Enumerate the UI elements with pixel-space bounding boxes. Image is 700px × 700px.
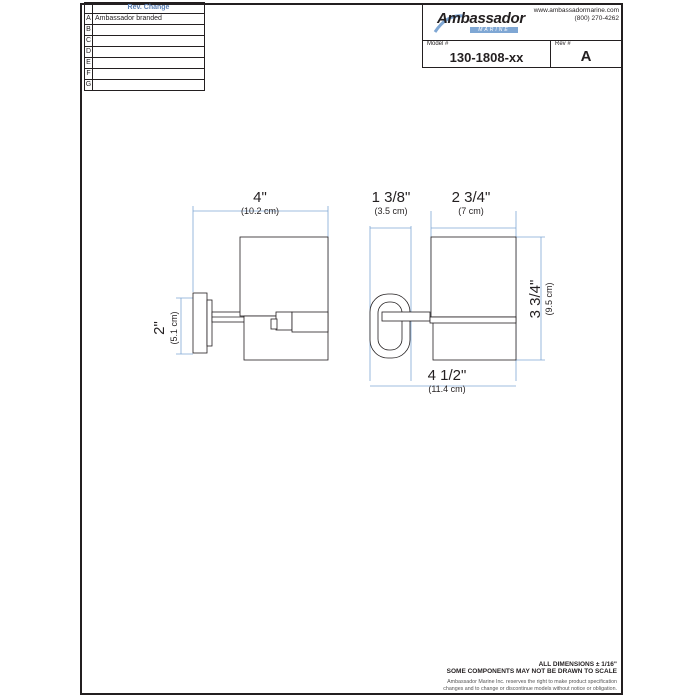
dim-mount-height-metric: (5.1 cm) — [169, 311, 179, 345]
dim-projection-metric: (11.4 cm) — [428, 384, 466, 394]
revision-letter: G — [85, 80, 93, 91]
dim-mount-height — [151, 298, 179, 358]
revision-table-header: Rev. Change — [93, 3, 205, 14]
cup-upper — [240, 237, 328, 316]
dim-depth — [356, 189, 426, 216]
side-holder-ring — [430, 317, 516, 323]
dim-mount-height-value: 2" — [151, 321, 168, 335]
model-number: 130-1808-xx — [449, 50, 524, 65]
holder-ring — [292, 312, 328, 332]
revision-letter: F — [85, 69, 93, 80]
brand-website[interactable]: www.ambassadormarine.com — [533, 7, 619, 14]
holder-clip — [276, 312, 292, 330]
footer-disclaimer-line1: Ambassador Marine Inc. reserves the right to make product specification — [447, 679, 617, 685]
revision-letter: A — [85, 14, 93, 25]
footer-disclaimer — [443, 679, 617, 692]
dim-width-front-metric: (10.2 cm) — [240, 206, 279, 216]
dim-height-value: 3 3/4" — [527, 279, 544, 319]
front-view — [193, 237, 328, 360]
dim-projection-value: 4 1/2" — [427, 367, 467, 384]
dim-cup-width — [436, 189, 506, 216]
holder-clip-tab — [271, 319, 277, 329]
side-plate-inner — [378, 302, 402, 350]
wall-plate-flange — [207, 300, 212, 346]
model-label: Model # — [427, 41, 449, 47]
side-arm — [382, 312, 430, 321]
dim-width-front — [230, 189, 290, 216]
brand-logo: Ambassador — [437, 10, 525, 27]
side-cup-lower — [433, 317, 516, 360]
brand-logo-subtext: MARINE — [470, 27, 518, 33]
revision-change: Ambassador branded — [93, 14, 205, 25]
wall-plate — [193, 293, 207, 353]
dim-cup-width-value: 2 3/4" — [451, 189, 491, 206]
revision-letter: E — [85, 58, 93, 69]
footer-scale-note: SOME COMPONENTS MAY NOT BE DRAWN TO SCALE — [446, 668, 617, 675]
footer-disclaimer-line2: changes and to change or discontinue models without notice or obligation. — [443, 685, 617, 692]
side-view — [370, 237, 516, 360]
footer-tolerance: ALL DIMENSIONS ± 1/16" — [538, 661, 617, 668]
footer-notes — [447, 661, 617, 675]
dim-height — [527, 259, 555, 339]
dim-projection — [412, 367, 482, 394]
dim-depth-metric: (3.5 cm) — [374, 206, 408, 216]
rev-label: Rev # — [555, 41, 571, 47]
rev-value: A — [580, 48, 592, 65]
brand-phone: (800) 270-4262 — [574, 15, 619, 22]
revision-letter: C — [85, 36, 93, 47]
dim-height-metric: (9.5 cm) — [544, 282, 554, 316]
revision-letter: B — [85, 25, 93, 36]
dim-cup-width-metric: (7 cm) — [458, 206, 484, 216]
dim-depth-value: 1 3/8" — [371, 189, 411, 206]
revision-letter: D — [85, 47, 93, 58]
dim-width-front-value: 4" — [253, 189, 267, 206]
side-cup-upper — [431, 237, 516, 317]
